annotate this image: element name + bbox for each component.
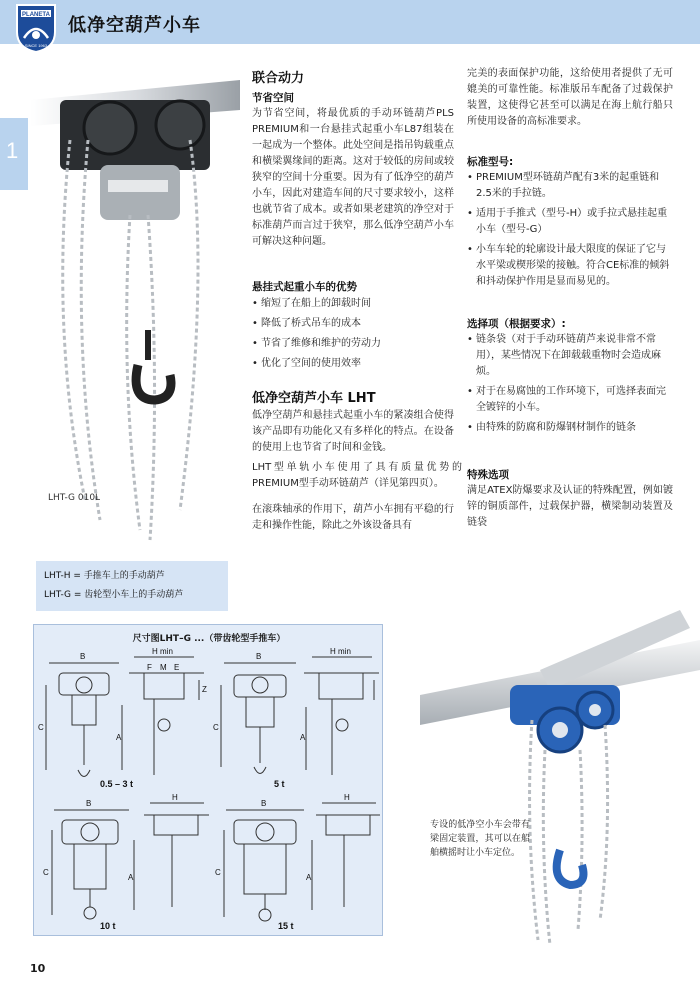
dim-label-b: B bbox=[80, 652, 86, 661]
legend-item: LHT-G = 齿轮型小车上的手动葫芦 bbox=[44, 590, 184, 600]
dim-label-c: C bbox=[38, 723, 44, 732]
list-item: • 缩短了在船上的卸载时间 bbox=[252, 296, 454, 312]
legend-item: LHT-H = 手推车上的手动葫芦 bbox=[44, 571, 165, 581]
capacity-caption: 15 t bbox=[278, 921, 294, 931]
dimension-title: 尺寸图LHT–G ...（带齿轮型手推车） bbox=[132, 634, 286, 644]
dim-label-h: H bbox=[344, 793, 350, 802]
section-title-combined-power: 联合动力 bbox=[252, 71, 305, 86]
list-item: • 对于在易腐蚀的工作环境下，可选择表面完全镀锌的小车。 bbox=[467, 384, 673, 416]
dim-label-hmin: H min bbox=[330, 647, 351, 656]
paragraph-lht-2: LHT型单轨小车使用了具有质量优势的PREMIUM型手动环链葫芦（详见第四页）。 bbox=[252, 462, 462, 489]
advantages-list bbox=[252, 296, 454, 376]
dim-label-f: F bbox=[147, 663, 152, 672]
dim-label-a: A bbox=[128, 873, 134, 882]
paragraph-continued: 完美的表面保护功能，这给使用者提供了无可媲美的可靠性能。标准版吊车配备了过载保护装置，这使得它甚至可以满足在海上航行船只所使用设备的高标准要求。 bbox=[467, 68, 673, 127]
dim-label-hmin: H min bbox=[152, 647, 173, 656]
list-item: • 由特殊的防腐和防爆钢材制作的链条 bbox=[467, 420, 673, 436]
svg-text:PLANETA: PLANETA bbox=[22, 12, 50, 18]
product-photo-lht-g bbox=[30, 80, 240, 550]
planeta-logo bbox=[14, 2, 58, 54]
paragraph-lht-3: 在滚珠轴承的作用下，葫芦小车拥有平稳的行走和操作性能，除此之外该设备具有 bbox=[252, 504, 454, 531]
options-list bbox=[467, 332, 673, 440]
section-tab: 1 bbox=[0, 118, 28, 190]
photo-caption: LHT-G 010L bbox=[48, 493, 101, 503]
dim-label-b: B bbox=[86, 799, 92, 808]
section-title-lht: 低净空葫芦小车 LHT bbox=[252, 391, 376, 406]
subheading-special: 特殊选项 bbox=[467, 469, 509, 481]
dim-label-m: M bbox=[160, 663, 167, 672]
subheading-options: 选择项（根据要求）: bbox=[467, 318, 566, 330]
page-number: 10 bbox=[30, 962, 46, 975]
list-item: • 适用于手推式（型号-H）或手拉式悬挂起重小车（型号-G） bbox=[467, 206, 673, 238]
capacity-caption: 5 t bbox=[274, 779, 285, 789]
model-legend-box bbox=[36, 561, 228, 611]
paragraph-lht-1: 低净空葫芦和悬挂式起重小车的紧凑组合使得该产品即有功能化又有多样化的特点。在设备的使用上也节省了时间和金钱。 bbox=[252, 410, 454, 453]
dim-label-a: A bbox=[300, 733, 306, 742]
page-header bbox=[0, 0, 700, 48]
subheading-standard: 标准型号: bbox=[467, 156, 514, 168]
list-item: • 优化了空间的使用效率 bbox=[252, 356, 454, 372]
page-title: 低净空葫芦小车 bbox=[68, 15, 201, 36]
standard-list bbox=[467, 170, 673, 294]
dim-label-b: B bbox=[256, 652, 262, 661]
dimension-drawing-panel bbox=[33, 624, 383, 936]
subheading-advantages: 悬挂式起重小车的优势 bbox=[252, 281, 357, 293]
svg-text:SINCE 1963: SINCE 1963 bbox=[24, 43, 48, 48]
list-item: • PREMIUM型环链葫芦配有3米的起重链和2.5米的手拉链。 bbox=[467, 170, 673, 202]
capacity-caption: 10 t bbox=[100, 921, 116, 931]
list-item: • 降低了桥式吊车的成本 bbox=[252, 316, 454, 332]
dim-label-h: H bbox=[172, 793, 178, 802]
dim-label-c: C bbox=[215, 868, 221, 877]
photo-caption: 专设的低净空小车会带有梁固定装置，其可以在船舶横摇时让小车定位。 bbox=[430, 820, 530, 858]
dim-label-e: E bbox=[174, 663, 180, 672]
dim-label-z: Z bbox=[202, 685, 207, 694]
list-item: • 小车车轮的轮廓设计最大限度的保证了它与水平梁或楔形梁的接触。符合CE标准的倾斜和抖动保护作用是显而易见的。 bbox=[467, 242, 673, 290]
paragraph-special: 满足ATEX防爆要求及认证的特殊配置，例如镀锌的铜质部件，过载保护器，横梁制动装置及链袋 bbox=[467, 485, 673, 528]
product-photo-blue-trolley bbox=[420, 600, 700, 950]
subheading-save-space: 节省空间 bbox=[252, 92, 294, 104]
dim-label-b: B bbox=[261, 799, 267, 808]
dim-label-c: C bbox=[43, 868, 49, 877]
list-item: • 节省了维修和维护的劳动力 bbox=[252, 336, 454, 352]
dim-label-c: C bbox=[213, 723, 219, 732]
dim-label-a: A bbox=[306, 873, 312, 882]
dim-label-a: A bbox=[116, 733, 122, 742]
list-item: • 链条袋（对于手动环链葫芦来说非常不常用），某些情况下在卸载载重物时会造成麻烦。 bbox=[467, 332, 673, 380]
paragraph-save-space: 为节省空间，将最优质的手动环链葫芦PLS PREMIUM和一台悬挂式起重小车L87组装在一起成为一个整体。此处空间是指吊钩载重点和横梁翼缘间的距离。这对于较低的房间或较狭窄的空间十分重要。因为有了低净空的葫芦小车，因此对建造车间的尺寸要求较小，这样也就节省了成本。或者如果老建筑的净空对于标准葫芦而言过于狭窄，那么低净空葫芦小车可解决这种问题。 bbox=[252, 108, 454, 247]
capacity-caption: 0.5 – 3 t bbox=[100, 779, 134, 789]
